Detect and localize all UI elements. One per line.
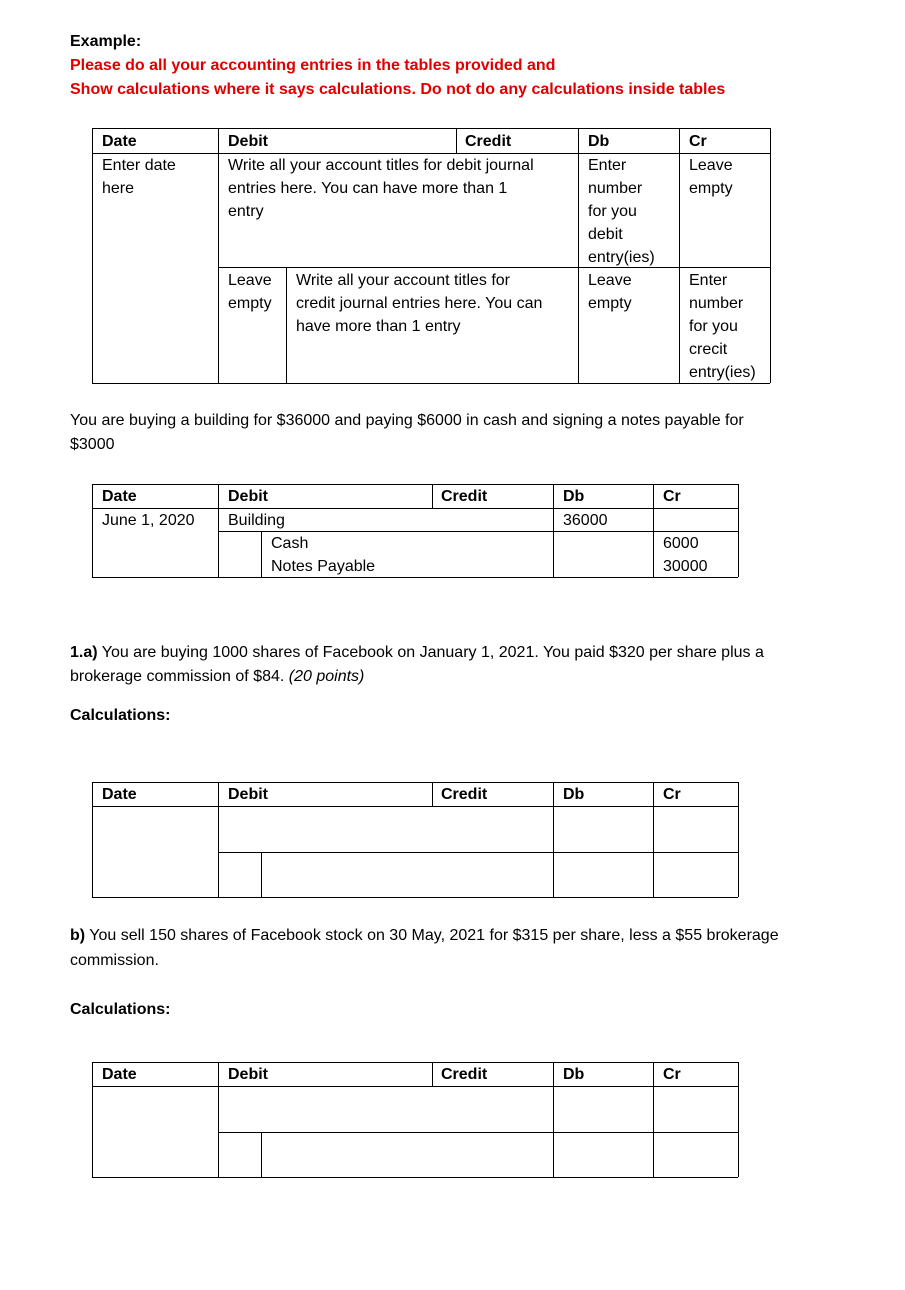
credit-account-cash: Cash xyxy=(271,535,309,552)
table-border xyxy=(92,1062,93,1177)
header-credit: Credit xyxy=(441,1066,488,1083)
header-cr: Cr xyxy=(663,786,681,803)
table-border xyxy=(738,1062,739,1177)
question-b-calculations-area[interactable] xyxy=(70,1024,770,1056)
header-divider xyxy=(92,806,738,807)
credit-account-input[interactable] xyxy=(263,854,551,896)
row-divider xyxy=(218,267,770,268)
indent-divider xyxy=(261,852,262,897)
question-a-text: brokerage commission of $84. xyxy=(70,668,289,685)
question-a-calculations-area[interactable] xyxy=(70,730,770,775)
debit-instruction-line: Write all your account titles for debit journal xyxy=(228,157,534,174)
debit-instruction xyxy=(228,154,534,223)
indent-divider xyxy=(261,1132,262,1177)
debit-cr-cell[interactable] xyxy=(655,808,737,851)
debit-account-input[interactable] xyxy=(220,1088,551,1131)
header-debit: Debit xyxy=(228,133,268,150)
instruction-line-2: Show calculations where it says calculations. Do not do any calculations inside tables xyxy=(70,81,726,98)
cr-instruction-line: for you xyxy=(689,318,738,335)
credit-amount-cash: 6000 xyxy=(663,535,699,552)
db-instruction-line: Enter xyxy=(588,157,627,174)
table-border xyxy=(92,484,93,577)
table-border xyxy=(92,1177,738,1178)
credit-amount-input[interactable] xyxy=(655,854,737,896)
cr-instruction-line: Enter xyxy=(689,272,728,289)
db-credit-instruction xyxy=(588,269,632,315)
question-b-text-line-1 xyxy=(70,924,779,948)
indent-divider xyxy=(286,267,287,383)
column-divider xyxy=(432,1062,433,1086)
credit-instruction-line: have more than 1 entry xyxy=(296,318,461,335)
entry-date: June 1, 2020 xyxy=(102,512,195,529)
header-db: Db xyxy=(563,786,585,803)
column-divider xyxy=(218,1062,219,1177)
cr-instruction-line: empty xyxy=(689,180,733,197)
question-b-text: You sell 150 shares of Facebook stock on 30 May, 2021 for $315 per share, less a $55 brokerage xyxy=(85,927,779,944)
credit-account-input[interactable] xyxy=(263,1134,551,1176)
debit-amount-input[interactable] xyxy=(555,808,651,851)
column-divider xyxy=(553,1062,554,1177)
cr-instruction-line: entry(ies) xyxy=(689,364,756,381)
debit-amount: 36000 xyxy=(563,512,608,529)
header-debit: Debit xyxy=(228,786,268,803)
column-divider xyxy=(578,128,579,383)
indent-cell[interactable] xyxy=(220,854,260,896)
date-instruction xyxy=(102,154,176,200)
debit-amount-input[interactable] xyxy=(555,1088,651,1131)
question-a-label: 1.a) xyxy=(70,644,98,661)
table-border xyxy=(738,484,739,577)
credit-db-cell[interactable] xyxy=(555,1134,651,1176)
header-cr: Cr xyxy=(663,1066,681,1083)
header-date: Date xyxy=(102,133,137,150)
cr-instruction-line: number xyxy=(689,295,744,312)
debit-account-input[interactable] xyxy=(220,808,551,851)
header-date: Date xyxy=(102,786,137,803)
credit-amount-notes-payable: 30000 xyxy=(663,558,708,575)
header-credit: Credit xyxy=(441,488,488,505)
question-a-calculations-label: Calculations: xyxy=(70,707,171,724)
column-divider xyxy=(432,782,433,806)
question-a-text-line-2 xyxy=(70,665,364,689)
db-instruction-line: number xyxy=(588,180,643,197)
question-a-text: You are buying 1000 shares of Facebook on January 1, 2021. You paid $320 per share plus a xyxy=(97,644,764,661)
db-instruction-line: empty xyxy=(588,295,632,312)
indent-instruction-line: empty xyxy=(228,295,272,312)
debit-instruction-line: entries here. You can have more than 1 xyxy=(228,180,508,197)
db-instruction-line: for you xyxy=(588,203,637,220)
header-cr: Cr xyxy=(663,488,681,505)
table-border xyxy=(92,128,93,383)
header-date: Date xyxy=(102,1066,137,1083)
table-border xyxy=(738,782,739,897)
column-divider xyxy=(679,128,680,383)
table-border xyxy=(92,1062,738,1063)
row-divider xyxy=(218,1132,738,1133)
header-cr: Cr xyxy=(689,133,707,150)
db-instruction-line: entry(ies) xyxy=(588,249,655,266)
credit-account-notes-payable: Notes Payable xyxy=(271,558,376,575)
question-a-text-line-1 xyxy=(70,641,764,665)
column-divider xyxy=(456,128,457,153)
indent-instruction xyxy=(228,269,272,315)
column-divider xyxy=(653,782,654,897)
column-divider xyxy=(432,484,433,508)
date-input[interactable] xyxy=(94,1088,216,1176)
indent-cell[interactable] xyxy=(220,1134,260,1176)
column-divider xyxy=(553,782,554,897)
cr-debit-instruction xyxy=(689,154,733,200)
header-db: Db xyxy=(588,133,610,150)
debit-cr-cell[interactable] xyxy=(655,1088,737,1131)
table-border xyxy=(92,383,770,384)
example-journal-table xyxy=(0,0,905,400)
column-divider xyxy=(653,1062,654,1177)
date-instruction-line: Enter date xyxy=(102,157,176,174)
header-divider xyxy=(92,1086,738,1087)
question-a-points: (20 points) xyxy=(288,668,365,685)
worked-example-prompt-line-2: $3000 xyxy=(70,436,115,453)
date-instruction-line: here xyxy=(102,180,135,197)
table-border xyxy=(770,128,771,383)
question-b-calculations-label: Calculations: xyxy=(70,1001,171,1018)
header-db: Db xyxy=(563,488,585,505)
column-divider xyxy=(218,782,219,897)
example-heading: Example: xyxy=(70,33,142,50)
cr-credit-instruction xyxy=(689,269,756,384)
date-input[interactable] xyxy=(94,808,216,896)
credit-amount-input[interactable] xyxy=(655,1134,737,1176)
table-border xyxy=(92,128,770,129)
worked-example-prompt-line-1: You are buying a building for $36000 and paying $6000 in cash and signing a notes payable for xyxy=(70,412,744,429)
db-instruction-line: debit xyxy=(588,226,623,243)
db-instruction-line: Leave xyxy=(588,272,632,289)
credit-instruction-line: credit journal entries here. You can xyxy=(296,295,543,312)
credit-instruction xyxy=(296,269,542,338)
question-b-text-line-2: commission. xyxy=(70,952,159,969)
header-credit: Credit xyxy=(441,786,488,803)
table-border xyxy=(92,897,738,898)
table-border xyxy=(92,782,738,783)
credit-db-cell[interactable] xyxy=(555,854,651,896)
header-date: Date xyxy=(102,488,137,505)
table-border xyxy=(92,577,738,578)
table-border xyxy=(92,782,93,897)
credit-instruction-line: Write all your account titles for xyxy=(296,272,511,289)
header-debit: Debit xyxy=(228,488,268,505)
debit-instruction-line: entry xyxy=(228,203,264,220)
header-credit: Credit xyxy=(465,133,512,150)
db-debit-instruction xyxy=(588,154,655,269)
cr-instruction-line: Leave xyxy=(689,157,733,174)
question-b-label: b) xyxy=(70,927,86,944)
table-border xyxy=(92,484,738,485)
indent-instruction-line: Leave xyxy=(228,272,272,289)
header-db: Db xyxy=(563,1066,585,1083)
header-debit: Debit xyxy=(228,1066,268,1083)
row-divider xyxy=(218,852,738,853)
instruction-line-1: Please do all your accounting entries in the tables provided and xyxy=(70,57,556,74)
debit-account: Building xyxy=(228,512,285,529)
cr-instruction-line: crecit xyxy=(689,341,728,358)
column-divider xyxy=(218,128,219,383)
indent-divider xyxy=(261,531,262,577)
